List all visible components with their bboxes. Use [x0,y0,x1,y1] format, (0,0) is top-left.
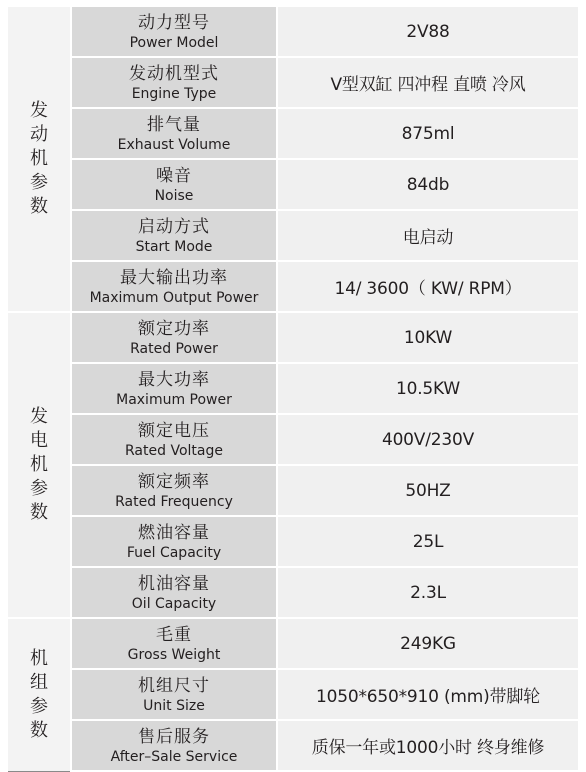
label-zh: 额定电压 [138,420,210,441]
row-value: 875ml [277,108,579,159]
row-value: 1050*650*910 (mm)带脚轮 [277,669,579,720]
label-en: Maximum Power [116,391,232,408]
table-row [7,465,579,516]
label-en: Rated Power [130,340,218,357]
label-zh: 发动机型式 [129,63,219,84]
row-label [71,159,277,210]
row-label [71,516,277,567]
row-label [71,567,277,618]
row-label [71,669,277,720]
label-en: Start Mode [135,238,213,255]
row-label [71,312,277,363]
row-value: 84db [277,159,579,210]
row-value: 50HZ [277,465,579,516]
table-row [7,159,579,210]
group-header-unit: 机组参数 [7,618,71,771]
table-row [7,516,579,567]
label-zh: 机组尺寸 [138,675,210,696]
label-zh: 动力型号 [138,12,210,33]
table-row [7,312,579,363]
row-label [71,108,277,159]
table-row [7,57,579,108]
label-en: Gross Weight [127,646,221,663]
label-en: After–Sale Service [110,748,238,765]
label-zh: 排气量 [147,114,201,135]
row-label [71,720,277,771]
row-value: 14/ 3600（ KW/ RPM） [277,261,579,312]
label-en: Unit Size [143,697,205,714]
table-row [7,6,579,57]
row-value: V型双缸 四冲程 直喷 冷风 [277,57,579,108]
label-en: Power Model [129,34,219,51]
label-zh: 噪音 [156,165,192,186]
label-zh: 燃油容量 [138,522,210,543]
row-label [71,6,277,57]
row-value: 10KW [277,312,579,363]
row-label [71,261,277,312]
label-zh: 启动方式 [138,216,210,237]
label-zh: 机油容量 [138,573,210,594]
row-value: 质保一年或1000小时 终身维修 [277,720,579,771]
label-en: Engine Type [131,85,217,102]
label-en: Rated Frequency [115,493,233,510]
row-label [71,210,277,261]
row-label [71,57,277,108]
row-label [71,414,277,465]
table-row [7,261,579,312]
spec-table [6,5,580,772]
label-zh: 最大输出功率 [120,267,228,288]
label-en: Exhaust Volume [117,136,231,153]
label-zh: 售后服务 [138,726,210,747]
row-label [71,465,277,516]
table-row [7,618,579,669]
row-label [71,618,277,669]
row-value: 400V/230V [277,414,579,465]
label-zh: 额定频率 [138,471,210,492]
table-row [7,363,579,414]
row-value: 2V88 [277,6,579,57]
row-value: 电启动 [277,210,579,261]
row-value: 10.5KW [277,363,579,414]
table-row [7,414,579,465]
label-en: Noise [154,187,194,204]
table-row [7,210,579,261]
row-value: 2.3L [277,567,579,618]
row-label [71,363,277,414]
label-zh: 最大功率 [138,369,210,390]
table-row [7,567,579,618]
table-row [7,108,579,159]
label-en: Maximum Output Power [89,289,259,306]
group-header-engine: 发动机参数 [7,6,71,312]
label-en: Oil Capacity [131,595,217,612]
label-zh: 毛重 [156,624,192,645]
table-row [7,720,579,771]
row-value: 249KG [277,618,579,669]
table-row [7,669,579,720]
label-en: Rated Voltage [125,442,223,459]
label-zh: 额定功率 [138,318,210,339]
group-header-generator: 发电机参数 [7,312,71,618]
row-value: 25L [277,516,579,567]
label-en: Fuel Capacity [126,544,222,561]
